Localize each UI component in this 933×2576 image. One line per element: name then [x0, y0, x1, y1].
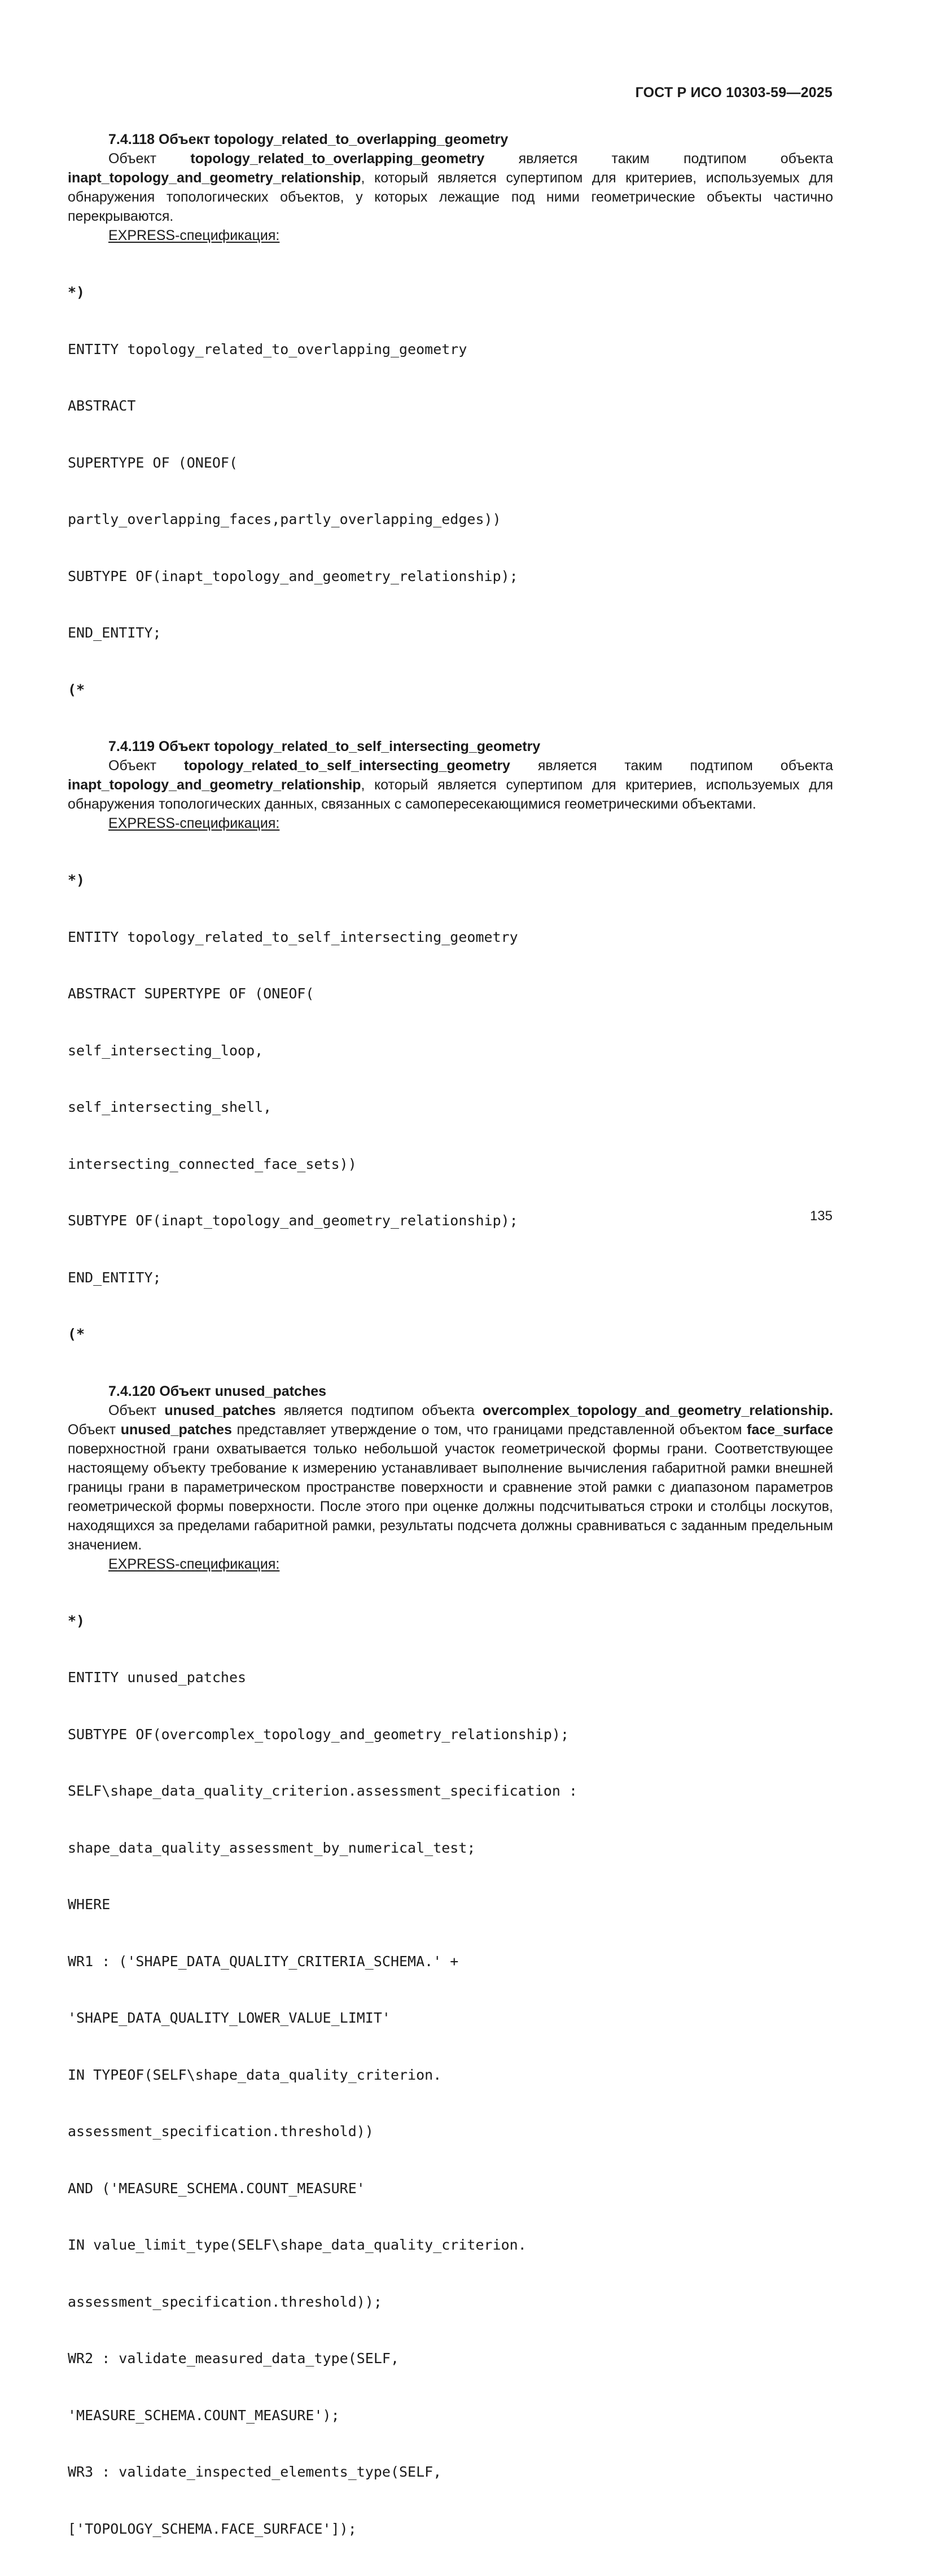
code-line: END_ENTITY;	[68, 623, 833, 643]
code-line: 'SHAPE_DATA_QUALITY_LOWER_VALUE_LIMIT'	[68, 2009, 833, 2028]
text-run: , который является супертипом для критериев, используемых для обнаружения топологических объектов, у которых лежащие под ними геометрические объекты частично перекрываются.	[68, 170, 833, 224]
code-line: ENTITY unused_patches	[68, 1668, 833, 1687]
code-line: END_ENTITY;	[68, 1268, 833, 1287]
code-line: SUBTYPE OF(inapt_topology_and_geometry_relationship);	[68, 1211, 833, 1230]
code-line: WHERE	[68, 1895, 833, 1914]
code-line: partly_overlapping_faces,partly_overlapping_edges))	[68, 510, 833, 529]
text-run: Объект	[108, 758, 184, 774]
text-run: является таким подтипом объекта	[484, 151, 833, 167]
section-paragraph	[68, 149, 833, 226]
express-code-block	[68, 1574, 833, 2576]
code-line: SUPERTYPE OF (ONEOF(	[68, 453, 833, 473]
section-7-4-119	[68, 737, 833, 1382]
page-number: 135	[810, 1208, 833, 1224]
document-header: ГОСТ Р ИСО 10303-59—2025	[636, 85, 833, 101]
code-line: assessment_specification.threshold))	[68, 2122, 833, 2141]
code-line: IN value_limit_type(SELF\shape_data_quality_criterion.	[68, 2236, 833, 2255]
code-line: *)	[68, 871, 833, 890]
code-line: self_intersecting_loop,	[68, 1041, 833, 1060]
code-line: WR1 : ('SHAPE_DATA_QUALITY_CRITERIA_SCHEMA.' +	[68, 1952, 833, 1971]
section-title: 7.4.119 Объект topology_related_to_self_intersecting_geometry	[68, 737, 833, 756]
code-line: WR3 : validate_inspected_elements_type(SELF,	[68, 2463, 833, 2482]
code-line: assessment_specification.threshold));	[68, 2293, 833, 2312]
text-run: поверхностной грани охватывается только небольшой участок геометрической формы грани. Соответствующее настоящему объекту требование к измерению устанавливает выполнение вычисления габаритной рамки внешней границы грани в параметрическом пространстве поверхности и сравнение этой рамки с диапазоном параметров геометрической формы поверхности. После этого при оценке должны подсчитываться строки и столбцы лоскутов, находящихся за пределами габаритной рамки, результаты подсчета должны сравниваться с заданным предельным значением.	[68, 1441, 833, 1553]
code-line: *)	[68, 283, 833, 302]
code-line: SELF\shape_data_quality_criterion.assessment_specification :	[68, 1782, 833, 1801]
entity-name: face_surface	[747, 1422, 833, 1438]
entity-name: inapt_topology_and_geometry_relationship	[68, 777, 361, 793]
entity-name: topology_related_to_self_intersecting_geometry	[184, 758, 510, 774]
text-run: является таким подтипом объекта	[510, 758, 833, 774]
code-line: AND ('MEASURE_SCHEMA.COUNT_MEASURE'	[68, 2179, 833, 2198]
section-title: 7.4.118 Объект topology_related_to_overlapping_geometry	[68, 130, 833, 149]
code-line: SUBTYPE OF(overcomplex_topology_and_geometry_relationship);	[68, 1725, 833, 1744]
code-line: ABSTRACT SUPERTYPE OF (ONEOF(	[68, 984, 833, 1003]
code-line: shape_data_quality_assessment_by_numerical_test;	[68, 1839, 833, 1858]
express-spec-label: EXPRESS-спецификация:	[68, 814, 833, 833]
text-run: Объект	[108, 151, 190, 167]
section-paragraph	[68, 1401, 833, 1555]
code-line: 'MEASURE_SCHEMA.COUNT_MEASURE');	[68, 2406, 833, 2425]
entity-name: overcomplex_topology_and_geometry_relationship.	[483, 1403, 833, 1418]
express-code-block	[68, 833, 833, 1382]
section-paragraph	[68, 756, 833, 814]
section-7-4-120	[68, 1382, 833, 2576]
code-line: intersecting_connected_face_sets))	[68, 1155, 833, 1174]
code-line: SUBTYPE OF(inapt_topology_and_geometry_relationship);	[68, 567, 833, 586]
code-line: *)	[68, 1612, 833, 1631]
entity-name: topology_related_to_overlapping_geometry	[190, 151, 484, 167]
entity-name: unused_patches	[121, 1422, 232, 1438]
code-line: self_intersecting_shell,	[68, 1098, 833, 1117]
text-run: Объект	[108, 1403, 164, 1418]
text-run: является подтипом объекта	[276, 1403, 483, 1418]
express-spec-label: EXPRESS-спецификация:	[68, 226, 833, 245]
text-run: Объект	[68, 1422, 121, 1438]
code-line: ENTITY topology_related_to_self_intersecting_geometry	[68, 928, 833, 947]
code-line: (*	[68, 1325, 833, 1344]
code-line: ['TOPOLOGY_SCHEMA.FACE_SURFACE']);	[68, 2520, 833, 2539]
express-code-block	[68, 245, 833, 737]
page-content	[68, 130, 833, 2576]
section-title: 7.4.120 Объект unused_patches	[68, 1382, 833, 1401]
section-7-4-118	[68, 130, 833, 737]
code-line: ABSTRACT	[68, 396, 833, 416]
code-line: (*	[68, 680, 833, 700]
code-line: WR2 : validate_measured_data_type(SELF,	[68, 2349, 833, 2368]
express-spec-label: EXPRESS-спецификация:	[68, 1555, 833, 1574]
text-run: представляет утверждение о том, что границами представленной объектом	[232, 1422, 747, 1438]
text-run: , который является супертипом для критериев, используемых для обнаружения топологических данных, связанных с самопересекающимися геометрическими объектами.	[68, 777, 833, 812]
code-line: ENTITY topology_related_to_overlapping_geometry	[68, 340, 833, 359]
code-line: IN TYPEOF(SELF\shape_data_quality_criterion.	[68, 2066, 833, 2085]
entity-name: inapt_topology_and_geometry_relationship	[68, 170, 361, 186]
entity-name: unused_patches	[164, 1403, 275, 1418]
